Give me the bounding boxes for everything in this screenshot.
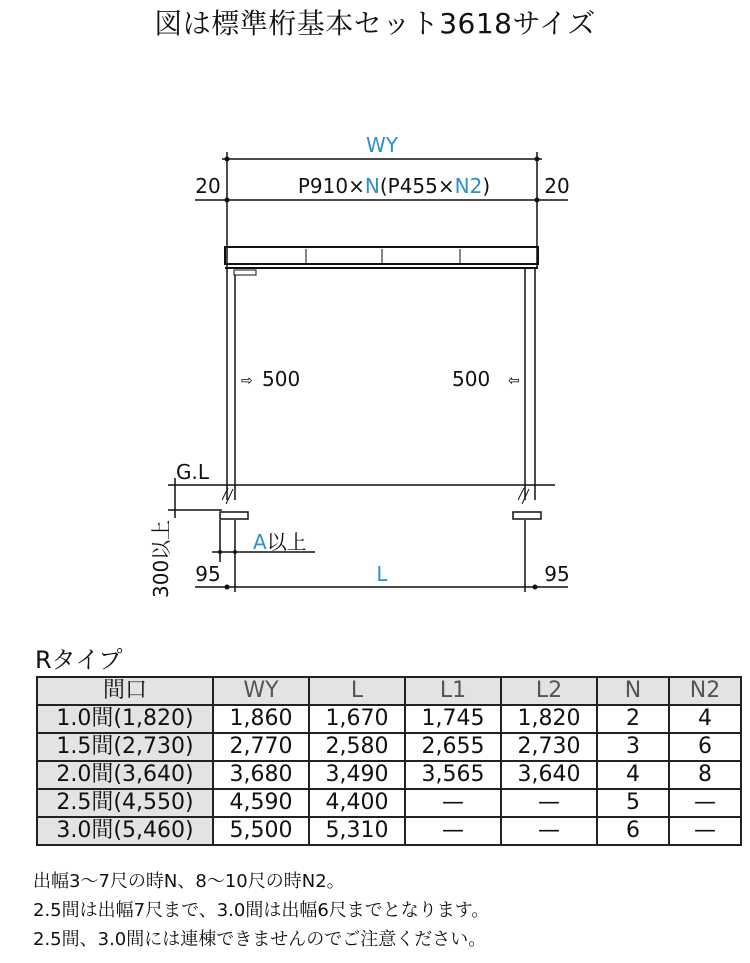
table-row (37, 705, 741, 733)
table-cell: — (405, 817, 501, 845)
table-cell: 3 (597, 733, 669, 761)
table-cell: 8 (669, 761, 741, 789)
page-title: 図は標準桁基本セット3618サイズ (154, 7, 596, 40)
table-label: Rタイプ (35, 646, 123, 674)
right-margin-label: 20 (544, 174, 570, 198)
table-cell: 3,490 (309, 761, 405, 789)
table-cell: 5 (597, 789, 669, 817)
table-cell: — (669, 817, 741, 845)
bottom-right-label: 95 (544, 562, 570, 586)
table-cell: 3,565 (405, 761, 501, 789)
table-cell: 4,590 (213, 789, 309, 817)
table-cell: 4,400 (309, 789, 405, 817)
table-cell: 4 (597, 761, 669, 789)
spec-table (36, 676, 742, 846)
note-line: 2.5間、3.0間には連棟できませんのでご注意ください。 (33, 929, 487, 950)
note-line: 2.5間は出幅7尺まで、3.0間は出幅6尺までとなります。 (33, 900, 490, 921)
pitch-label: P910×N(P455×N2) (297, 174, 491, 198)
left-foundation (220, 512, 248, 519)
table-row (37, 789, 741, 817)
a-label: A以上 (253, 530, 307, 554)
arrow-right-icon: ⇨ (241, 373, 253, 389)
depth-label: 300以上 (149, 519, 173, 598)
bottom-left-label: 95 (195, 562, 221, 586)
table-cell: 6 (669, 733, 741, 761)
header-cell: N2 (669, 677, 741, 705)
table-cell: 1,745 (405, 705, 501, 733)
header-cell: WY (213, 677, 309, 705)
table-cell: 3.0間(5,460) (37, 817, 213, 845)
table-cell: — (669, 789, 741, 817)
table-cell: 5,500 (213, 817, 309, 845)
table-cell: 2,655 (405, 733, 501, 761)
table-cell: — (501, 817, 597, 845)
table-cell: 4 (669, 705, 741, 733)
table-cell: 2.0間(3,640) (37, 761, 213, 789)
right-post-label: 500 (452, 367, 491, 391)
right-foundation (513, 512, 541, 519)
header-cell: L2 (501, 677, 597, 705)
table-cell: 2 (597, 705, 669, 733)
table-row (37, 761, 741, 789)
table-header-row (37, 677, 741, 705)
header-cell: L (309, 677, 405, 705)
notes (33, 867, 489, 954)
table-cell: 1,820 (501, 705, 597, 733)
table-cell: 5,310 (309, 817, 405, 845)
table-cell: 2,770 (213, 733, 309, 761)
table-row (37, 733, 741, 761)
table-cell: 2,580 (309, 733, 405, 761)
table-row (37, 817, 741, 845)
left-margin-label: 20 (195, 174, 221, 198)
header-cell: 間口 (37, 677, 213, 705)
table-cell: 2.5間(4,550) (37, 789, 213, 817)
arrow-left-icon: ⇦ (508, 373, 520, 389)
table-cell: — (405, 789, 501, 817)
table-cell: — (501, 789, 597, 817)
table-cell: 1,670 (309, 705, 405, 733)
left-post-label: 500 (262, 367, 301, 391)
table-cell: 3,640 (501, 761, 597, 789)
table-cell: 3,680 (213, 761, 309, 789)
header-cell: N (597, 677, 669, 705)
table-cell: 6 (597, 817, 669, 845)
l-label: L (376, 562, 388, 586)
table-cell: 1,860 (213, 705, 309, 733)
wy-label: WY (366, 133, 398, 157)
note-line: 出幅3～7尺の時N、8～10尺の時N2。 (33, 871, 345, 892)
header-cell: L1 (405, 677, 501, 705)
table-cell: 2,730 (501, 733, 597, 761)
table-cell: 1.0間(1,820) (37, 705, 213, 733)
table-cell: 1.5間(2,730) (37, 733, 213, 761)
gl-label: G.L (176, 460, 209, 484)
